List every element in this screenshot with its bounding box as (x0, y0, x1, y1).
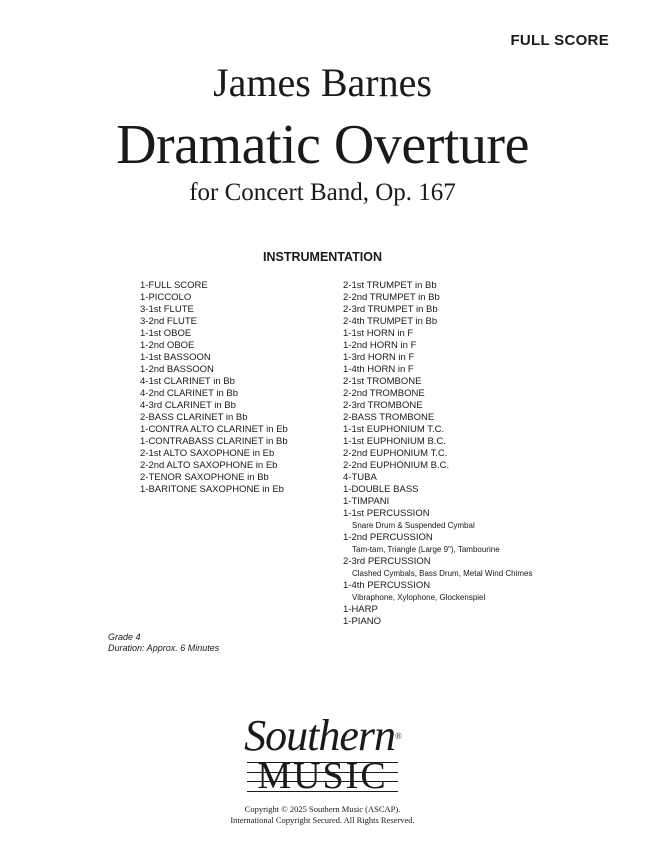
page-subtitle: for Concert Band, Op. 167 (189, 179, 456, 206)
list-item: 1-1st OBOE (140, 328, 192, 339)
copyright-line: International Copyright Secured. All Rights Reserved. (230, 815, 415, 825)
list-item: 2-3rd PERCUSSION (343, 556, 431, 567)
list-item: 2-2nd EUPHONIUM B.C. (343, 460, 450, 471)
list-item: 1-1st EUPHONIUM T.C. (343, 424, 445, 435)
list-item: 1-3rd HORN in F (343, 352, 415, 363)
list-item: 2-3rd TROMBONE (343, 400, 423, 411)
list-item: 1-1st BASSOON (140, 352, 211, 363)
percussion-note: Tam-tam, Triangle (Large 9"), Tambourine (352, 545, 500, 554)
list-item: 1-PICCOLO (140, 292, 192, 303)
copyright-notice (0, 804, 645, 826)
composer-name: James Barnes (213, 60, 432, 105)
grade-label: Grade 4 (108, 632, 141, 642)
list-item: 2-2nd EUPHONIUM T.C. (343, 448, 448, 459)
logo-text-bottom (247, 755, 397, 797)
list-item: 1-FULL SCORE (140, 280, 208, 291)
list-item: 1-BARITONE SAXOPHONE in Eb (140, 484, 284, 495)
list-item: 4-1st CLARINET in Bb (140, 376, 235, 387)
list-item: 2-TENOR SAXOPHONE in Bb (140, 472, 269, 483)
list-item: 1-1st HORN in F (343, 328, 414, 339)
list-item: 2-4th TRUMPET in Bb (343, 316, 438, 327)
logo-word-southern: Southern (244, 711, 396, 760)
duration-label: Duration: Approx. 6 Minutes (108, 643, 220, 653)
list-item: 1-4th HORN in F (343, 364, 414, 375)
list-item: 1-2nd PERCUSSION (343, 532, 433, 543)
percussion-note: Snare Drum & Suspended Cymbal (352, 521, 475, 530)
list-item: 4-TUBA (343, 472, 377, 483)
music-staff-icon (247, 762, 397, 792)
list-item: 2-2nd TROMBONE (343, 388, 425, 399)
logo-text-top (0, 711, 645, 760)
percussion-note: Clashed Cymbals, Bass Drum, Metal Wind Chimes (352, 569, 533, 578)
list-item: 1-4th PERCUSSION (343, 580, 431, 591)
list-item: 1-2nd OBOE (140, 340, 195, 351)
list-item: 2-2nd TRUMPET in Bb (343, 292, 440, 303)
publisher-logo (0, 711, 645, 797)
percussion-note: Vibraphone, Xylophone, Glockenspiel (352, 593, 486, 602)
list-item: 2-BASS CLARINET in Bb (140, 412, 248, 423)
registered-mark: ® (395, 731, 401, 741)
list-item: 1-PIANO (343, 616, 382, 627)
list-item: 1-HARP (343, 604, 378, 615)
list-item: 1-1st PERCUSSION (343, 508, 430, 519)
copyright-line: Copyright © 2025 Southern Music (ASCAP). (244, 804, 401, 814)
list-item: 2-1st ALTO SAXOPHONE in Eb (140, 448, 275, 459)
list-item: 1-TIMPANI (343, 496, 390, 507)
list-item: 1-CONTRA ALTO CLARINET in Eb (140, 424, 288, 435)
list-item: 2-1st TRUMPET in Bb (343, 280, 437, 291)
instrumentation-heading: INSTRUMENTATION (263, 250, 382, 264)
list-item: 1-1st EUPHONIUM B.C. (343, 436, 446, 447)
list-item: 2-3rd TRUMPET in Bb (343, 304, 438, 315)
list-item: 4-3rd CLARINET in Bb (140, 400, 236, 411)
list-item: 1-2nd BASSOON (140, 364, 214, 375)
list-item: 2-BASS TROMBONE (343, 412, 435, 423)
list-item: 1-2nd HORN in F (343, 340, 417, 351)
list-item: 4-2nd CLARINET in Bb (140, 388, 239, 399)
list-item: 3-1st FLUTE (140, 304, 194, 315)
instrumentation-list-left (140, 280, 288, 496)
list-item: 1-DOUBLE BASS (343, 484, 419, 495)
list-item: 1-CONTRABASS CLARINET in Bb (140, 436, 288, 447)
logo-word-music: MUSIC (257, 755, 388, 797)
full-score-label: FULL SCORE (510, 32, 609, 49)
list-item: 2-1st TROMBONE (343, 376, 422, 387)
grade-info (108, 632, 219, 654)
list-item: 2-2nd ALTO SAXOPHONE in Eb (140, 460, 278, 471)
instrumentation-list-right (343, 280, 533, 628)
list-item: 3-2nd FLUTE (140, 316, 198, 327)
page-title: Dramatic Overture (116, 114, 529, 176)
